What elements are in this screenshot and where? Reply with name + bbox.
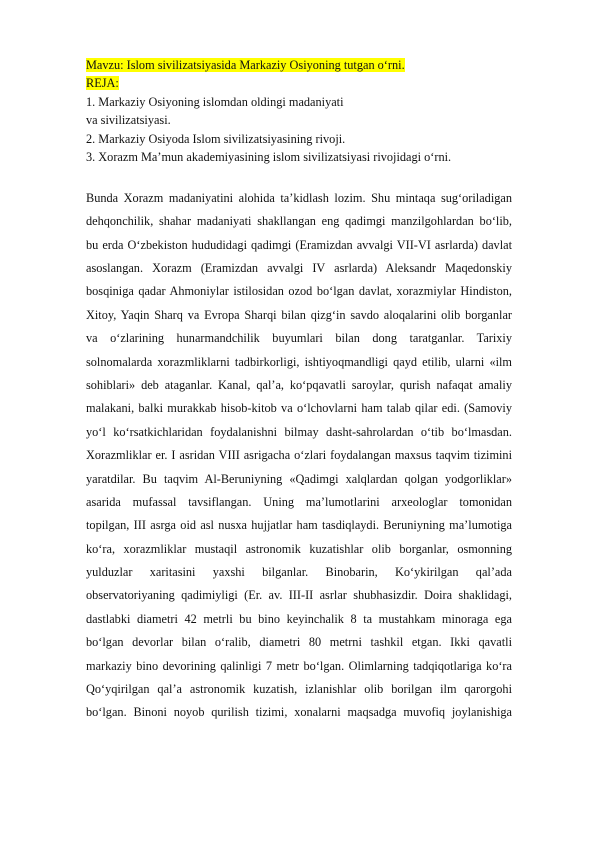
paragraph-line: yulduzlar xaritasini yaxshi bilganlar. Binobarin, Ko‘ykirilgan qal’ada <box>86 565 512 580</box>
paragraph-line: topilgan, III asrga oid asl nusxa hujjatlar ham tasdiqlaydi. Beruniyning ma’lumotiga <box>86 518 512 533</box>
paragraph-line: dehqonchilik, shahar madaniyati shakllangan eng qadimgi manzilgohlardan bo‘lib, <box>86 214 512 229</box>
paragraph-line: Qo‘yqirilgan qal’a astronomik kuzatish, izlanishlar olib borilgan ilm qarorgohi <box>86 682 512 697</box>
paragraph-line: bosqiniga qadar Ahmoniylar istilosidan ozod bo‘lgan davlat, xorazmiylar Hindiston, <box>86 284 512 299</box>
paragraph-line: va o‘zlarining hunarmandchilik buyumlari bilan dong taratganlar. Tarixiy <box>86 331 512 346</box>
plan-item: 2. Markaziy Osiyoda Islom sivilizatsiyasining rivoji. <box>86 131 346 146</box>
paragraph-line: yaratdilar. Bu taqvim Al-Beruniyning «Qadimgi xalqlardan qolgan yodgorliklar» <box>86 471 512 486</box>
paragraph-line: asarida mufassal tavsiflangan. Uning ma’lumotlarini arxeologlar tomonidan <box>86 494 512 509</box>
topic-title: Mavzu: Islom sivilizatsiyasida Markaziy Osiyoning tutgan o‘rni. <box>86 58 405 72</box>
paragraph-line: solnomalarda xorazmliklarni tadbirkorligi, ishtiyoqmandligi qayd etilib, ularni «ilm <box>86 354 512 369</box>
paragraph-line: Xitoy, Yaqin Sharq va Evropa Sharqi bilan qizg‘in savdo aloqalarini olib borganlar <box>86 307 512 322</box>
document-page <box>86 56 512 725</box>
paragraph-line: markaziy bino devorining qalinligi 7 metr bo‘lgan. Olimlarning tadqiqotlariga ko‘ra <box>86 658 512 673</box>
paragraph-line: Bunda Xorazm madaniyatini alohida ta’kidlash lozim. Shu mintaqa sug‘oriladigan <box>86 190 512 205</box>
paragraph-line: asoslangan. Xorazm (Eramizdan avvalgi IV asrlarda) Aleksandr Maqedonskiy <box>86 261 512 276</box>
plan-label-line <box>86 74 512 92</box>
plan-item: 1. Markaziy Osiyoning islomdan oldingi madaniyati <box>86 94 344 109</box>
plan-item: va sivilizatsiyasi. <box>86 113 171 128</box>
paragraph-line: bo‘lgan. Binoni noyob qurilish tizimi, xonalarni maqsadga muvofiq joylanishiga <box>86 705 512 720</box>
topic-line <box>86 56 512 74</box>
paragraph-line: malakani, balki murakkab hisob-kitob va o‘lchovlarni ham talab qilar edi. (Samoviy <box>86 401 512 416</box>
paragraph-line: yo‘l ko‘rsatkichlaridan foydalanishni bilmay dasht-sahrolardan o‘tib bo‘lmasdan. <box>86 424 512 439</box>
section-spacer <box>86 166 512 187</box>
paragraph-line: ko‘ra, xorazmliklar mustaqil astronomik kuzatishlar olib borganlar, osmonning <box>86 541 512 556</box>
paragraph-line: observatoriyaning qadimiyligi (Er. av. III-II asrlar shubhasizdir. Doira shaklidagi, <box>86 588 512 603</box>
paragraph-line: bu erda O‘zbekiston hududidagi qadimgi (Eramizdan avvalgi VII-VI asrlarda) davlat <box>86 237 512 252</box>
paragraph-line: bo‘lgan devorlar bilan o‘ralib, diametri 80 metrni tashkil etgan. Ikki qavatli <box>86 635 512 650</box>
body-paragraph <box>86 187 512 725</box>
plan-item: 3. Xorazm Ma’mun akademiyasining islom sivilizatsiyasi rivojidagi o‘rni. <box>86 149 452 164</box>
paragraph-line: dastlabki diametri 42 metrli bu bino keyinchalik 8 ta mustahkam minoraga ega <box>86 611 512 626</box>
paragraph-line: sohiblari» deb ataganlar. Kanal, qal’a, ko‘pqavatli saroylar, qurish nafaqat amaliy <box>86 377 512 392</box>
paragraph-line: Xorazmliklar er. I asridan VIII asrigacha o‘zlari foydalangan maxsus taqvim tizimini <box>86 448 512 463</box>
plan-label: REJA: <box>86 76 119 91</box>
